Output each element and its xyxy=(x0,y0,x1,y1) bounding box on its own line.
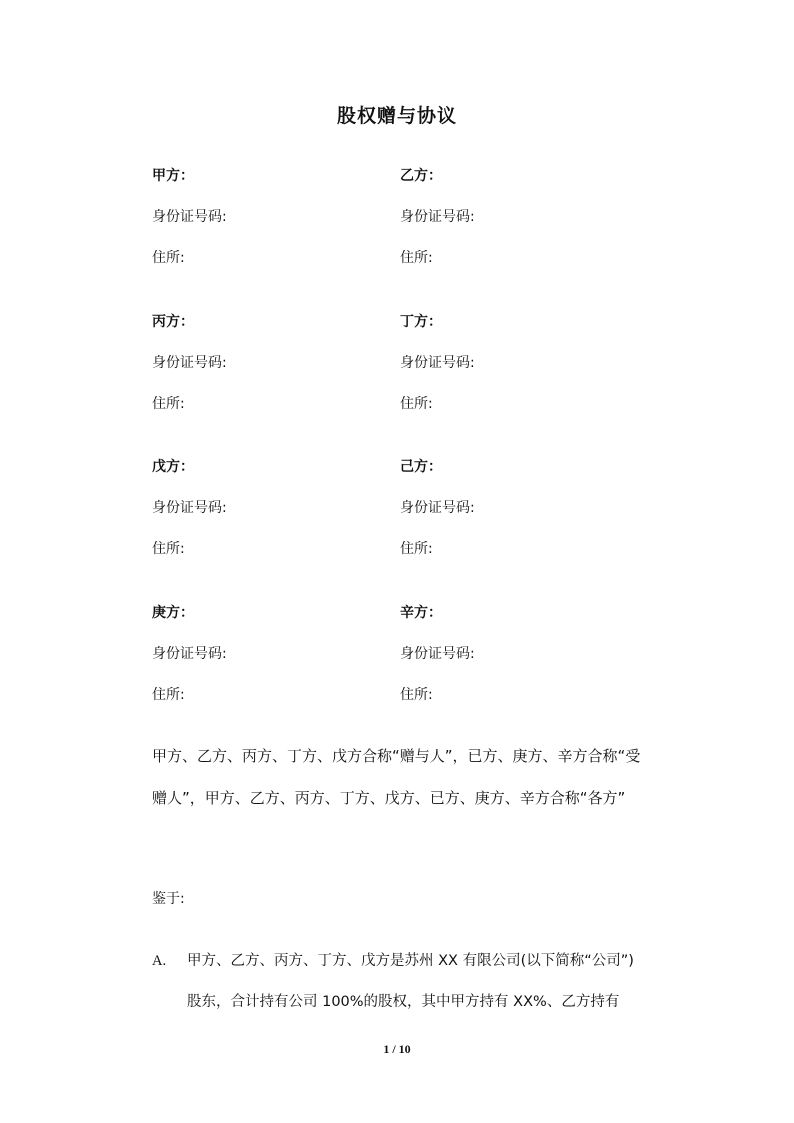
address-label: 住所: xyxy=(152,396,185,412)
id-number-label: 身份证号码: xyxy=(400,646,475,662)
address-label: 住所: xyxy=(400,396,433,412)
party-name: 己方： xyxy=(400,459,442,475)
address-label: 住所: xyxy=(152,687,185,703)
whereas-label: 鉴于: xyxy=(152,891,185,907)
address-label: 住所: xyxy=(400,250,433,266)
party-name: 丙方： xyxy=(152,314,194,330)
address-label: 住所: xyxy=(400,687,433,703)
clause-a-line-1: 甲方、乙方、丙方、丁方、戊方是苏州 XX 有限公司(以下简称“公司”) xyxy=(187,953,634,969)
id-number-label: 身份证号码: xyxy=(152,209,227,225)
party-block-xin xyxy=(400,603,475,705)
party-block-ji xyxy=(400,457,475,559)
party-name: 辛方： xyxy=(400,605,442,621)
party-block-ding xyxy=(400,312,475,414)
party-name: 庚方： xyxy=(152,605,194,621)
address-label: 住所: xyxy=(152,541,185,557)
id-number-label: 身份证号码: xyxy=(400,209,475,225)
id-number-label: 身份证号码: xyxy=(152,646,227,662)
page-number: 1 / 10 xyxy=(383,1042,411,1056)
id-number-label: 身份证号码: xyxy=(152,500,227,516)
party-block-geng xyxy=(152,603,227,705)
id-number-label: 身份证号码: xyxy=(400,500,475,516)
party-block-wu xyxy=(152,457,227,559)
id-number-label: 身份证号码: xyxy=(152,355,227,371)
clause-marker: A. xyxy=(152,953,167,969)
address-label: 住所: xyxy=(152,250,185,266)
party-block-yi xyxy=(400,166,475,268)
party-name: 乙方： xyxy=(400,168,442,184)
definitions-line-2: 赠人”，甲方、乙方、丙方、丁方、戊方、已方、庚方、辛方合称“各方” xyxy=(152,789,626,807)
party-name: 甲方： xyxy=(152,168,194,184)
party-name: 丁方： xyxy=(400,314,442,330)
id-number-label: 身份证号码: xyxy=(400,355,475,371)
definitions-line-1: 甲方、乙方、丙方、丁方、戊方合称“赠与人”，已方、庚方、辛方合称“受 xyxy=(152,747,641,765)
document-title: 股权赠与协议 xyxy=(336,105,457,127)
party-block-bing xyxy=(152,312,227,414)
clause-a-line-2: 股东，合计持有公司 100%的股权，其中甲方持有 XX%、乙方持有 xyxy=(187,994,620,1010)
address-label: 住所: xyxy=(400,541,433,557)
party-block-jia xyxy=(152,166,227,268)
party-name: 戊方： xyxy=(152,459,194,475)
